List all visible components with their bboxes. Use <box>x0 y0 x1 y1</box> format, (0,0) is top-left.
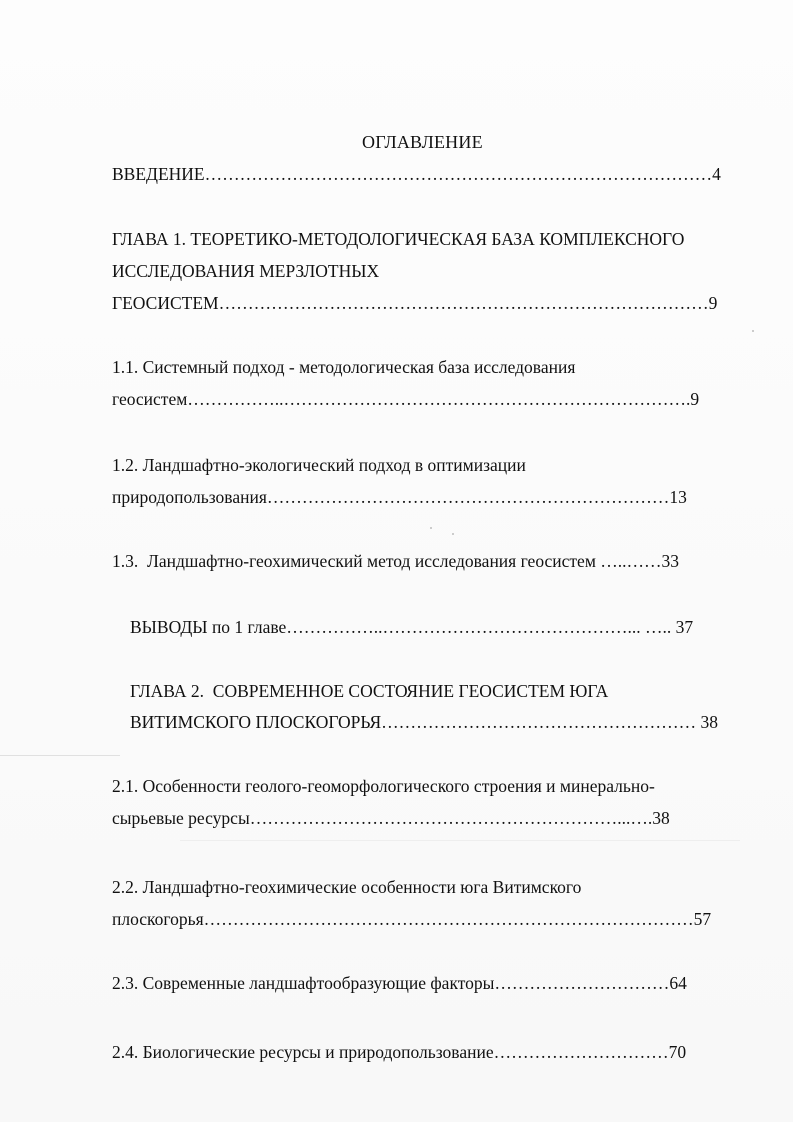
scan-artifact-speck <box>752 330 754 332</box>
toc-entry-2-1-line-2: сырьевые ресурсы………………………………………………………...….38 <box>112 808 670 828</box>
toc-entry-introduction: ВВЕДЕНИЕ……………………………………………………………………………4 <box>112 164 721 184</box>
toc-entry-1-2-line-2: природопользования……………………………………………………………13 <box>112 487 687 507</box>
toc-entry-2-4: 2.4. Биологические ресурсы и природопользование…………………………70 <box>112 1042 687 1062</box>
toc-entry-2-1-line-1: 2.1. Особенности геолого-геоморфологического строения и минерально- <box>112 776 655 796</box>
scan-artifact-speck <box>430 527 432 529</box>
toc-entry-1-3: 1.3. Ландшафтно-геохимический метод исследования геосистем …..……33 <box>112 551 680 571</box>
toc-chapter-2-line-2: ВИТИМСКОГО ПЛОСКОГОРЬЯ……………………………………………… 38 <box>130 712 719 732</box>
toc-chapter-2-line-1: ГЛАВА 2. СОВРЕМЕННОЕ СОСТОЯНИЕ ГЕОСИСТЕМ ЮГА <box>130 681 609 701</box>
toc-entry-2-2-line-1: 2.2. Ландшафтно-геохимические особенности юга Витимского <box>112 877 582 897</box>
scan-artifact-line <box>0 755 120 756</box>
page-title: ОГЛАВЛЕНИЕ <box>362 132 483 152</box>
scan-artifact-line <box>180 840 740 841</box>
toc-entry-2-2-line-2: плоскогорья…………………………………………………………………………57 <box>112 909 712 929</box>
toc-entry-1-1-line-2: геосистем……………..…………………………………………………………….9 <box>112 389 700 409</box>
scan-artifact-speck <box>452 533 454 535</box>
toc-chapter-1-line-3: ГЕОСИСТЕМ…………………………………………………………………………9 <box>112 293 718 313</box>
toc-chapter-1-line-2: ИССЛЕДОВАНИЯ МЕРЗЛОТНЫХ <box>112 261 380 281</box>
toc-entry-1-1-line-1: 1.1. Системный подход - методологическая база исследования <box>112 357 576 377</box>
toc-entry-conclusions-1: ВЫВОДЫ по 1 главе……………..……………………………………... ….. 37 <box>130 617 694 637</box>
toc-entry-1-2-line-1: 1.2. Ландшафтно-экологический подход в оптимизации <box>112 455 526 475</box>
toc-entry-2-3: 2.3. Современные ландшафтообразующие факторы…………………………64 <box>112 973 687 993</box>
toc-chapter-1-line-1: ГЛАВА 1. ТЕОРЕТИКО-МЕТОДОЛОГИЧЕСКАЯ БАЗА КОМПЛЕКСНОГО <box>112 229 685 249</box>
